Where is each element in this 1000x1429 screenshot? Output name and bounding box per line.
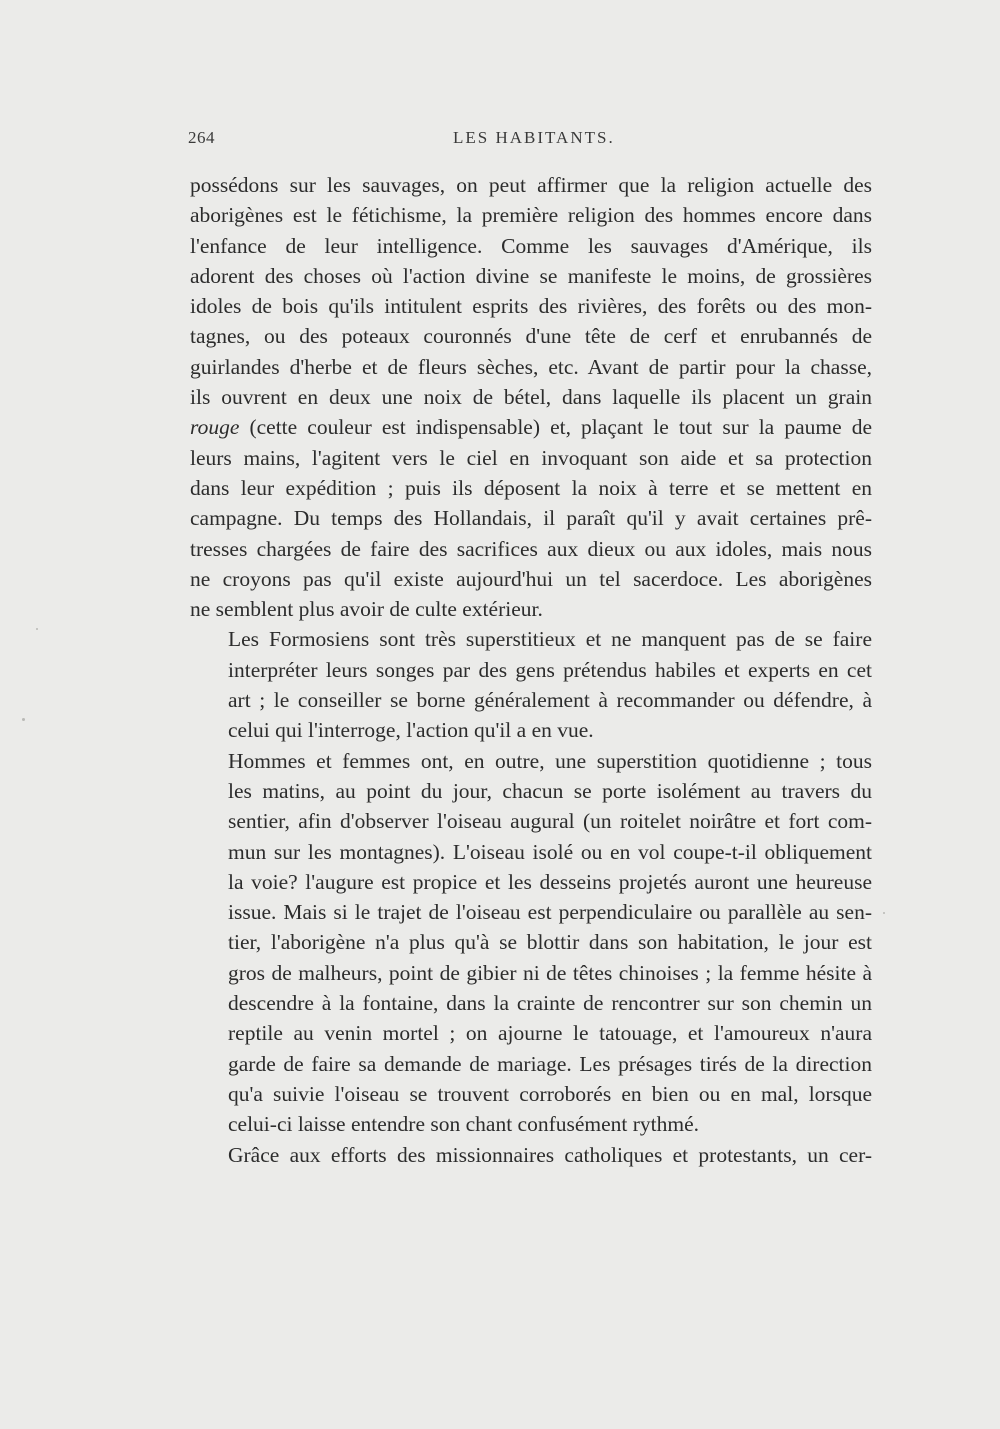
text-line: possédons sur les sauvages, on peut affirmer que la religion actuelle des	[190, 173, 872, 197]
text-line: les matins, au point du jour, chacun se porte isolément au travers du	[228, 778, 872, 803]
text-line: leurs mains, l'agitent vers le ciel en invoquant son aide et sa protection	[190, 445, 872, 470]
page-number: 264	[188, 128, 215, 147]
text-line: ne semblent plus avoir de culte extérieur.	[190, 597, 543, 622]
scan-speck	[36, 628, 38, 630]
text-line: interpréter leurs songes par des gens prétendus habiles et experts en cet	[228, 657, 872, 682]
text-line: tier, l'aborigène n'a plus qu'à se blottir dans son habitation, le jour est	[228, 930, 872, 955]
scan-speck	[22, 718, 25, 721]
text-line: aborigènes est le fétichisme, la première religion des hommes encore dans	[190, 203, 872, 228]
text-line: ne croyons pas qu'il existe aujourd'hui un tel sacerdoce. Les aborigènes	[190, 566, 872, 591]
text-line: campagne. Du temps des Hollandais, il paraît qu'il y avait certaines prê-	[190, 506, 872, 531]
text-line: tresses chargées de faire des sacrifices aux dieux ou aux idoles, mais nous	[190, 536, 872, 561]
text-line-rest: (cette couleur est indispensable) et, plaçant le tout sur la paume de	[249, 415, 873, 440]
text-line: l'enfance de leur intelligence. Comme les sauvages d'Amérique, ils	[190, 233, 872, 258]
text-line: descendre à la fontaine, dans la crainte de rencontrer sur son chemin un	[228, 991, 872, 1016]
text-line: garde de faire sa demande de mariage. Les présages tirés de la direction	[228, 1051, 872, 1076]
text-line: celui-ci laisse entendre son chant confusément rythmé.	[228, 1112, 700, 1137]
text-line: idoles de bois qu'ils intitulent esprits des rivières, des forêts ou des mon-	[190, 294, 872, 319]
paragraph	[190, 1140, 872, 1170]
text-line: guirlandes d'herbe et de fleurs sèches, etc. Avant de partir pour la chasse,	[190, 354, 872, 379]
paragraph	[190, 170, 872, 624]
paragraph	[190, 624, 872, 745]
running-title: LES HABITANTS.	[453, 128, 615, 147]
text-line: qu'a suivie l'oiseau se trouvent corroborés en bien ou en mal, lorsque	[228, 1081, 872, 1106]
text-line: Grâce aux efforts des missionnaires catholiques et protestants, un cer-	[228, 1142, 872, 1167]
page-header	[188, 128, 872, 152]
scan-speck	[883, 912, 885, 914]
text-line: Les Formosiens sont très superstitieux et ne manquent pas de se faire	[228, 627, 872, 652]
text-line: sentier, afin d'observer l'oiseau augural (un roitelet noirâtre et fort com-	[228, 809, 872, 834]
text-line: gros de malheurs, point de gibier ni de têtes chinoises ; la femme hésite à	[228, 960, 872, 985]
text-line-with-italic	[190, 412, 872, 442]
italic-word: rouge	[190, 415, 240, 440]
text-line: Hommes et femmes ont, en outre, une superstition quotidienne ; tous	[228, 748, 872, 773]
body-text	[190, 170, 872, 1170]
text-line: reptile au venin mortel ; on ajourne le tatouage, et l'amoureux n'aura	[228, 1021, 872, 1046]
text-line: art ; le conseiller se borne généralement à recommander ou défendre, à	[228, 688, 872, 713]
paragraph	[190, 746, 872, 1140]
text-line: dans leur expédition ; puis ils déposent la noix à terre et se mettent en	[190, 475, 872, 500]
text-line: adorent des choses où l'action divine se manifeste le moins, de grossières	[190, 263, 872, 288]
text-line: issue. Mais si le trajet de l'oiseau est perpendiculaire ou parallèle au sen-	[228, 900, 872, 925]
text-line: la voie? l'augure est propice et les desseins projetés auront une heureuse	[228, 869, 872, 894]
text-line: celui qui l'interroge, l'action qu'il a en vue.	[228, 718, 594, 743]
text-line: tagnes, ou des poteaux couronnés d'une tête de cerf et enrubannés de	[190, 324, 872, 349]
text-line: ils ouvrent en deux une noix de bétel, dans laquelle ils placent un grain	[190, 385, 872, 410]
text-line: mun sur les montagnes). L'oiseau isolé ou en vol coupe-t-il obliquement	[228, 839, 872, 864]
